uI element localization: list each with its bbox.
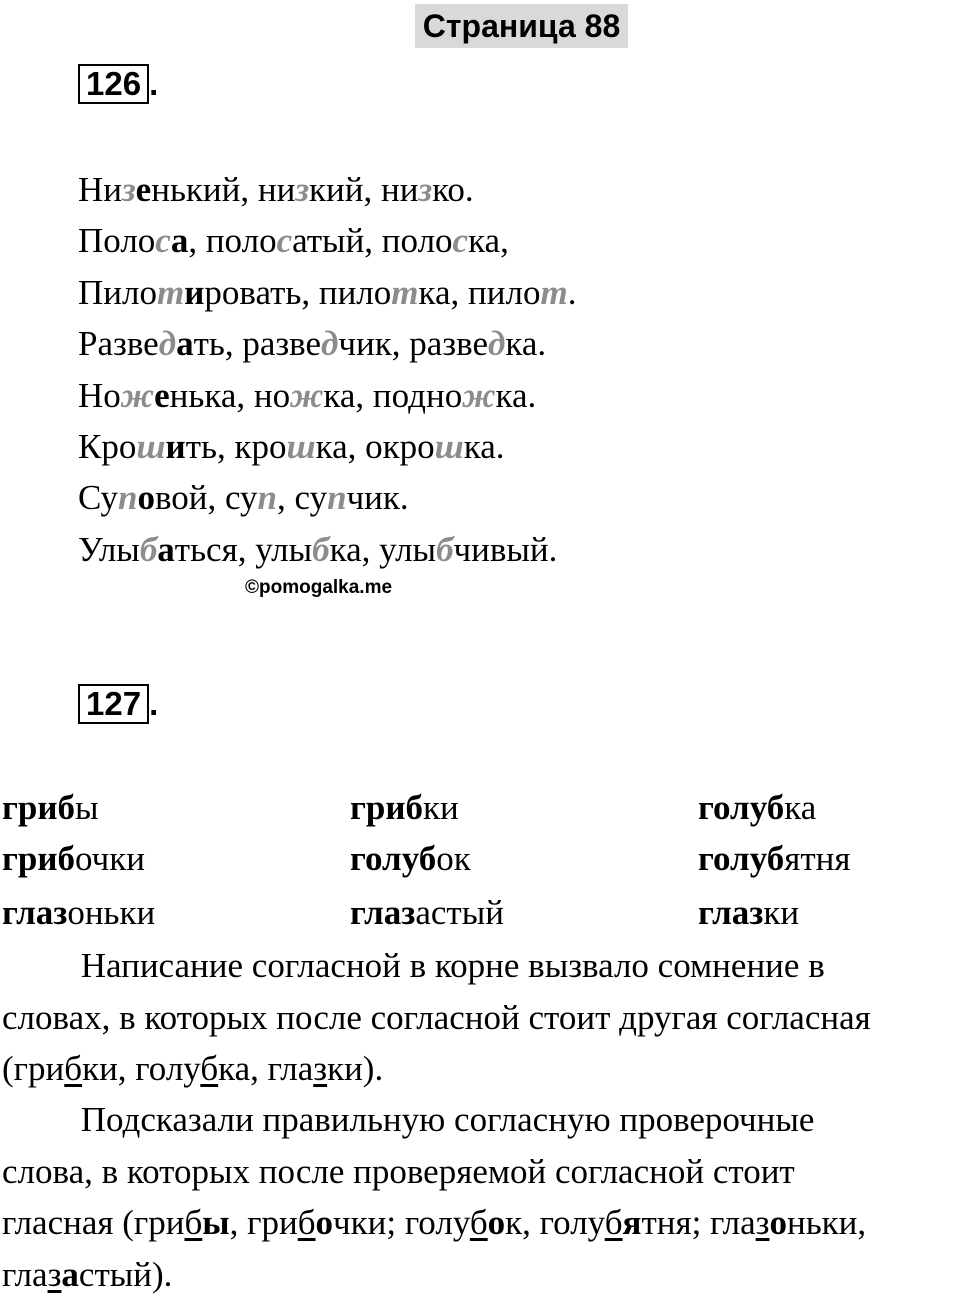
exercise-126-number-dot: . <box>149 66 158 102</box>
bold-vowel: о <box>769 1203 787 1242</box>
checked-consonant: б <box>312 530 329 569</box>
page-header: Страница 88 <box>415 4 628 48</box>
word-root: глаз <box>350 893 415 932</box>
text-segment: Но <box>78 376 121 415</box>
text-segment: ко. <box>432 170 473 209</box>
text-segment: Поло <box>78 221 155 260</box>
text-segment: ка. <box>464 427 505 466</box>
word-grid-cell <box>698 833 850 885</box>
text-segment: словах, в которых после согласной стоит другая согласная <box>2 998 871 1037</box>
word-grid-row <box>2 782 960 834</box>
word-grid-cell <box>2 887 155 939</box>
text-segment: Ни <box>78 170 122 209</box>
text-segment: , су <box>277 478 327 517</box>
text-segment: ка, улы <box>330 530 436 569</box>
checked-consonant: ж <box>290 376 323 415</box>
checked-consonant: ш <box>136 427 165 466</box>
word-grid-cell <box>350 782 459 834</box>
text-segment: ка, гла <box>218 1049 313 1088</box>
exercise-127-paragraph-1 <box>2 940 960 1095</box>
exercise-127-number-box: 127 <box>78 684 149 724</box>
word-root: гриб <box>2 788 75 827</box>
word-ending: ка <box>784 788 816 827</box>
text-segment: кий, ни <box>309 170 418 209</box>
checked-consonant: ж <box>462 376 495 415</box>
paragraph-line <box>2 1249 960 1300</box>
exercise-126-number-box: 126 <box>78 64 149 104</box>
checked-consonant: з <box>295 170 309 209</box>
checked-consonant: с <box>453 221 469 260</box>
paragraph-line <box>2 1043 960 1095</box>
bold-vowel: ы <box>202 1203 229 1242</box>
text-segment: тня; гла <box>641 1203 755 1242</box>
exercise-127-paragraph-2 <box>2 1094 960 1300</box>
text-segment: нький, ни <box>151 170 295 209</box>
underlined-consonant: з <box>756 1203 770 1242</box>
text-segment: вой, су <box>155 478 258 517</box>
exercise-126-line <box>78 370 576 421</box>
underlined-consonant: б <box>298 1203 316 1242</box>
checked-consonant: д <box>488 324 505 363</box>
underlined-consonant: б <box>470 1203 488 1242</box>
checked-consonant: т <box>540 273 567 312</box>
vowel-after-consonant: е <box>154 376 170 415</box>
checked-consonant: т <box>157 273 184 312</box>
checked-consonant: п <box>327 478 346 517</box>
exercise-126-line <box>78 164 576 215</box>
word-ending: ки <box>423 788 459 827</box>
word-ending: астый <box>415 893 504 932</box>
text-segment: ться, улы <box>175 530 312 569</box>
checked-consonant: з <box>418 170 432 209</box>
exercise-127-number <box>78 684 158 724</box>
text-segment: чик, разве <box>338 324 488 363</box>
text-segment: ка, окро <box>316 427 435 466</box>
text-segment: Написание согласной в корне вызвало сомнение в <box>2 946 825 985</box>
word-root: гриб <box>2 839 75 878</box>
word-grid-cell <box>2 833 145 885</box>
checked-consonant: п <box>118 478 137 517</box>
exercise-126-line <box>78 215 576 266</box>
text-segment: атый, поло <box>292 221 452 260</box>
checked-consonant: з <box>122 170 136 209</box>
checked-consonant: с <box>155 221 171 260</box>
text-segment: ка, <box>468 221 509 260</box>
watermark: ©pomogalka.me <box>245 576 392 600</box>
text-segment: ки, голу <box>82 1049 200 1088</box>
word-grid-cell <box>698 782 816 834</box>
paragraph-line <box>2 1146 960 1198</box>
text-segment: слова, в которых после проверяемой согласной стоит <box>2 1152 795 1191</box>
word-grid-cell <box>350 833 471 885</box>
word-root: глаз <box>698 893 763 932</box>
word-grid-cell <box>350 887 504 939</box>
checked-consonant: с <box>277 221 293 260</box>
text-segment: Су <box>78 478 118 517</box>
paragraph-line <box>2 1094 960 1146</box>
text-segment: ка, подно <box>323 376 462 415</box>
checked-consonant: п <box>258 478 277 517</box>
vowel-after-consonant: и <box>166 427 186 466</box>
word-grid-cell <box>2 782 99 834</box>
underlined-consonant: б <box>184 1203 202 1242</box>
exercise-126-line <box>78 318 576 369</box>
word-root: голуб <box>698 788 784 827</box>
word-root: голуб <box>350 839 436 878</box>
paragraph-line <box>2 992 960 1044</box>
word-grid-row <box>2 887 960 939</box>
text-segment: , гри <box>230 1203 298 1242</box>
text-segment: стый). <box>79 1255 172 1294</box>
text-segment: ка, пило <box>419 273 541 312</box>
bold-vowel: о <box>488 1203 506 1242</box>
text-segment: Разве <box>78 324 159 363</box>
text-segment: Улы <box>78 530 140 569</box>
text-segment: Пило <box>78 273 157 312</box>
paragraph-line <box>2 940 960 992</box>
text-segment: ровать, пило <box>204 273 391 312</box>
word-ending: ки <box>763 893 799 932</box>
underlined-consonant: б <box>64 1049 82 1088</box>
exercise-126-line <box>78 421 576 472</box>
underlined-consonant: б <box>605 1203 623 1242</box>
word-ending: ы <box>75 788 99 827</box>
exercise-126-line <box>78 267 576 318</box>
checked-consonant: д <box>321 324 338 363</box>
bold-vowel: о <box>316 1203 334 1242</box>
text-segment: Кро <box>78 427 136 466</box>
checked-consonant: ш <box>435 427 464 466</box>
vowel-after-consonant: и <box>184 273 204 312</box>
word-grid-cell <box>698 887 799 939</box>
text-segment: гла <box>2 1255 48 1294</box>
vowel-after-consonant: а <box>171 221 189 260</box>
text-segment: ка. <box>505 324 546 363</box>
text-segment: , поло <box>188 221 276 260</box>
checked-consonant: ж <box>121 376 154 415</box>
word-ending: очки <box>75 839 145 878</box>
word-ending: ок <box>436 839 471 878</box>
vowel-after-consonant: а <box>176 324 194 363</box>
exercise-126-line <box>78 472 576 523</box>
text-segment: нька, но <box>170 376 290 415</box>
word-grid-row <box>2 833 960 885</box>
text-segment: ка. <box>496 376 537 415</box>
text-segment: чки; голу <box>333 1203 470 1242</box>
checked-consonant: б <box>140 530 157 569</box>
word-ending: оньки <box>67 893 155 932</box>
text-segment: Подсказали правильную согласную проверочные <box>2 1100 814 1139</box>
checked-consonant: т <box>391 273 418 312</box>
text-segment: ть, кро <box>186 427 287 466</box>
paragraph-line <box>2 1197 960 1249</box>
word-root: гриб <box>350 788 423 827</box>
checked-consonant: б <box>436 530 453 569</box>
bold-vowel: я <box>623 1203 642 1242</box>
text-segment: чивый. <box>454 530 558 569</box>
exercise-126-word-lines <box>78 164 576 575</box>
checked-consonant: д <box>159 324 176 363</box>
exercise-126-number <box>78 64 158 104</box>
word-root: голуб <box>698 839 784 878</box>
underlined-consonant: з <box>313 1049 327 1088</box>
bold-vowel: а <box>61 1255 79 1294</box>
text-segment: гласная (гри <box>2 1203 184 1242</box>
word-ending: ятня <box>784 839 850 878</box>
text-segment: (гри <box>2 1049 64 1088</box>
exercise-127-number-dot: . <box>149 686 158 722</box>
underlined-consonant: з <box>48 1255 62 1294</box>
vowel-after-consonant: е <box>136 170 152 209</box>
text-segment: к, голу <box>505 1203 605 1242</box>
checked-consonant: ш <box>286 427 315 466</box>
exercise-126-line <box>78 524 576 575</box>
text-segment: ки). <box>327 1049 383 1088</box>
underlined-consonant: б <box>200 1049 218 1088</box>
text-segment: . <box>568 273 577 312</box>
vowel-after-consonant: о <box>137 478 155 517</box>
text-segment: чик. <box>347 478 409 517</box>
text-segment: ньки, <box>787 1203 866 1242</box>
vowel-after-consonant: а <box>157 530 175 569</box>
word-root: глаз <box>2 893 67 932</box>
text-segment: ть, разве <box>194 324 321 363</box>
